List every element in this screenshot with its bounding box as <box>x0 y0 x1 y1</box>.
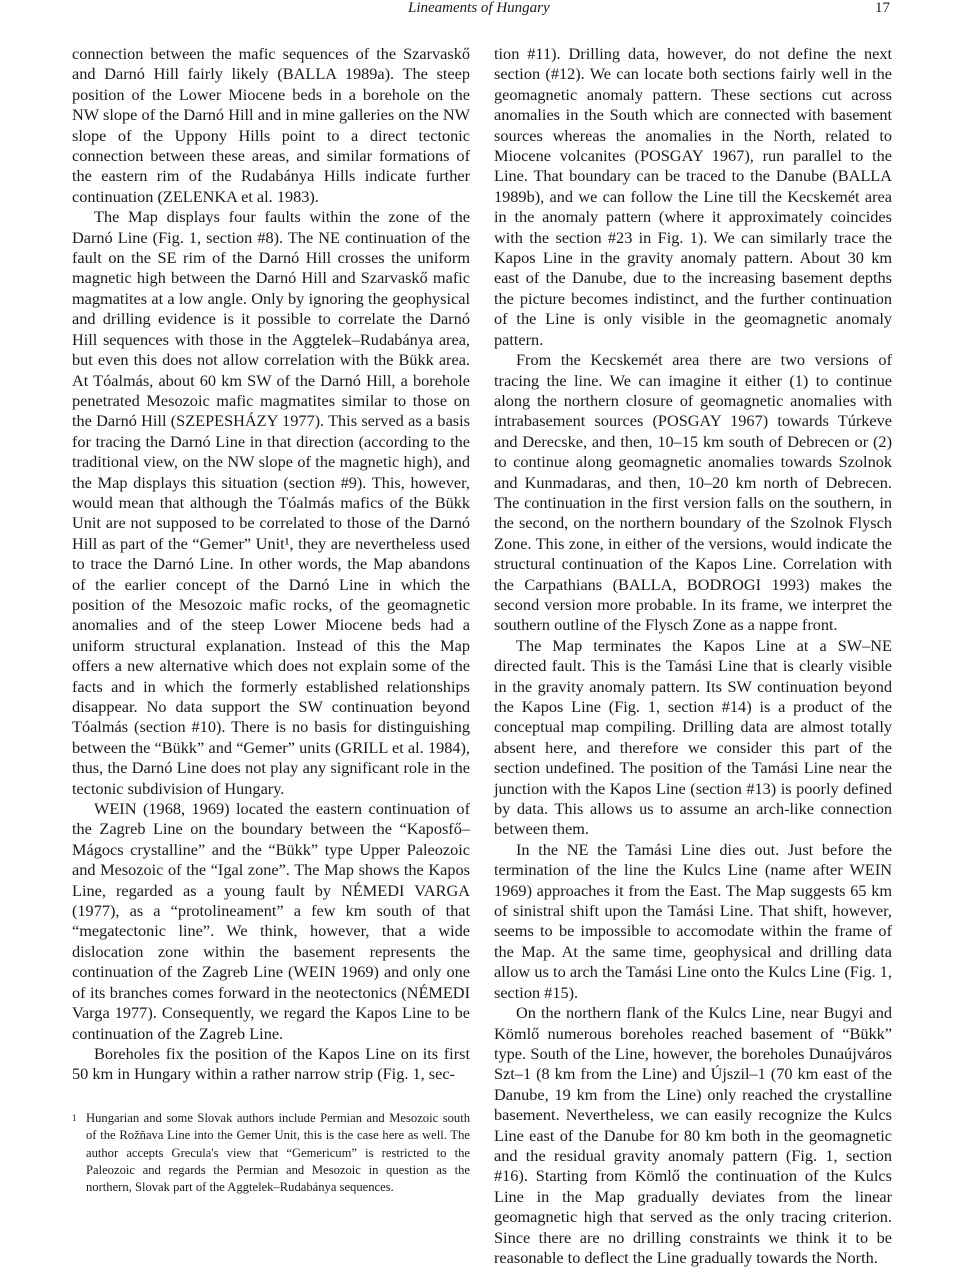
paragraph: tion #11). Drilling data, however, do not define the next section (#12). We can locate both sections fairly well in the geomagnetic anomaly pattern. These sections cut across anomalies in the South which are connected with basement sources whereas the anomalies in the North, related to Miocene volcanites (POSGAY 1967), run parallel to the Line. That boundary can be traced to the Danube (BALLA 1989b), and we can follow the Line till the Kecskemét area in the anomaly pattern (where it approximately coincides with the section #23 in Fig. 1). We can similarly trace the Kapos Line in the gravity anomaly pattern. About 30 km east of the Danube, due to the increasing basement depths the picture becomes indistinct, and the further continuation of the Line is only visible in the geomagnetic anomaly pattern. <box>494 44 892 349</box>
paragraph: The Map displays four faults within the zone of the Darnó Line (Fig. 1, section #8). The NE continuation of the fault on the SE rim of the Darnó Hill crosses the uniform magnetic high between the Darnó Hill and Szarvaskő mafic magmatites at a low angle. Only by ignoring the geophysical and drilling evidence is it possible to correlate the Darnó Hill sequences with those in the Aggtelek–Rudabánya area, but even this does not allow correlation with the Bükk area. At Tóalmás, about 60 km SW of the Darnó Hill, a borehole penetrated Mesozoic mafic magmatites similar to those on the Darnó Hill (SZEPESHÁZY 1977). This served as a basis for tracing the Darnó Line in that direction (according to the traditional view, on the NW slope of the magnetic high), and the Map displays this situation (section #9). This, however, would mean that although the Tóalmás mafics of the Bükk Unit are not supposed to be correlated to those of the Darnó Hill as part of the “Gemer” Unit¹, they are nevertheless used to trace the Darnó Line. In other words, the Map abandons of the earlier concept of the Darnó Line in which the position of the Mesozoic mafic rocks, of the geomagnetic anomalies and of the steep Lower Miocene beds had a uniform structural explanation. Instead of this the Map offers a new alternative which does not explain some of the facts and in which the formerly established relationships disappear. No data support the SW continuation beyond Tóalmás (section #10). There is no basis for distinguishing between the “Bükk” and “Gemer” units (GRILL et al. 1984), thus, the Darnó Line does not play any significant role in the tectonic subdivision of Hungary. <box>72 207 470 798</box>
right-column <box>494 44 892 1268</box>
page-header <box>0 0 960 30</box>
running-title: Lineaments of Hungary <box>408 0 550 16</box>
paragraph: In the NE the Tamási Line dies out. Just before the termination of the line the Kulcs Line (name after WEIN 1969) approaches it from the East. The Map suggests 65 km of sinistral shift upon the Tamási Line. That shift, however, seems to be impossible to accomodate within the frame of the Map. At the same time, geophysical and drilling data allow us to arch the Tamási Line onto the Kulcs Line (Fig. 1, section #15). <box>494 839 892 1002</box>
left-column <box>72 44 470 1085</box>
footnote-marker: 1 <box>72 1113 77 1123</box>
paragraph: WEIN (1968, 1969) located the eastern continuation of the Zagreb Line on the boundary between the “Kaposfő–Mágocs crystalline” and the “Bükk” type Upper Paleozoic and Mesozoic of the “Igal zone”. The Map shows the Kapos Line, regarded as a young fault by NÉMEDI VARGA (1977), as a “protolineament” a few km south of that “megatectonic line”. We think, however, that a wide dislocation zone within the basement represents the continuation of the Zagreb Line (WEIN 1969) and only one of its branches comes forward in the neotectonics (NÉMEDI Varga 1977). Consequently, we regard the Kapos Line to be continuation of the Zagreb Line. <box>72 799 470 1043</box>
page-number: 17 <box>875 0 890 16</box>
paragraph: The Map terminates the Kapos Line at a SW–NE directed fault. This is the Tamási Line that is clearly visible in the gravity anomaly pattern. Its SW continuation beyond the Kapos Line (Fig. 1, section #14) is a product of the conceptual map compiling. Drilling data are almost totally absent here, and therefore we consider this part of the section undefined. The position of the Tamási Line near the junction with the Kapos Line (section #13) is poorly defined by data. This allows us to assume an arch-like connection between them. <box>494 635 892 839</box>
footnote-text: Hungarian and some Slovak authors include Permian and Mesozoic south of the Rožňava Line into the Gemer Unit, this is the case here as well. The author accepts Grecula's view that “Gemericum” is restricted to the Paleozoic and regards the Permian and Mesozoic in question as the northern, Slovak part of the Aggtelek–Rudabánya sequences. <box>86 1111 470 1195</box>
paragraph: On the northern flank of the Kulcs Line, near Bugyi and Kömlő numerous boreholes reached basement of “Bükk” type. South of the Line, however, the boreholes Dunaújváros Szt–1 (8 km from the Line) and Újszil–1 (70 km east of the Danube, 19 km from the Line) only reached the crystalline basement. Nevertheless, we can easily recognize the Kulcs Line east of the Danube for 80 km both in the geomagnetic and the residual gravity anomaly pattern (Fig. 1, section #16). Starting from Kömlő the continuation of the Kulcs Line in the Map gradually deviates from the linear geomagnetic high that served as the only tracing criterion. Since there are no drilling constraints we think it to be reasonable to deflect the Line gradually towards the North. <box>494 1003 892 1267</box>
paragraph: From the Kecskemét area there are two versions of tracing the line. We can imagine it either (1) to continue along the northern closure of geomagnetic anomalies with intrabasement sources (POSGAY 1967) towards Túrkeve and Derecske, and then, 10–15 km south of Debrecen or (2) to continue along geomagnetic anomalies towards Szolnok and Kunmadaras, and then, 10–20 km north of Debrecen. The continuation in the first version falls on the southern, in the second, on the northern boundary of the Szolnok Flysch Zone. This zone, in either of the versions, would indicate the structural continuation of the Kapos Line. Correlation with the Carpathians (BALLA, BODROGI 1993) makes the second version more probable. In its frame, we interpret the southern outline of the Flysch Zone as a nappe front. <box>494 350 892 635</box>
footnote <box>72 1110 470 1196</box>
paragraph: connection between the mafic sequences of the Szarvaskő and Darnó Hill fairly likely (BALLA 1989a). The steep position of the Lower Miocene beds in a borehole on the NW slope of the Darnó Hill and in mine galleries on the NW slope of the Uppony Hills point to a direct tectonic connection between these areas, and similar formations of the eastern rim of the Rudabánya Hills indicate further continuation (ZELENKA et al. 1983). <box>72 44 470 206</box>
paragraph: Boreholes fix the position of the Kapos Line on its first 50 km in Hungary within a rather narrow strip (Fig. 1, sec- <box>72 1043 470 1084</box>
